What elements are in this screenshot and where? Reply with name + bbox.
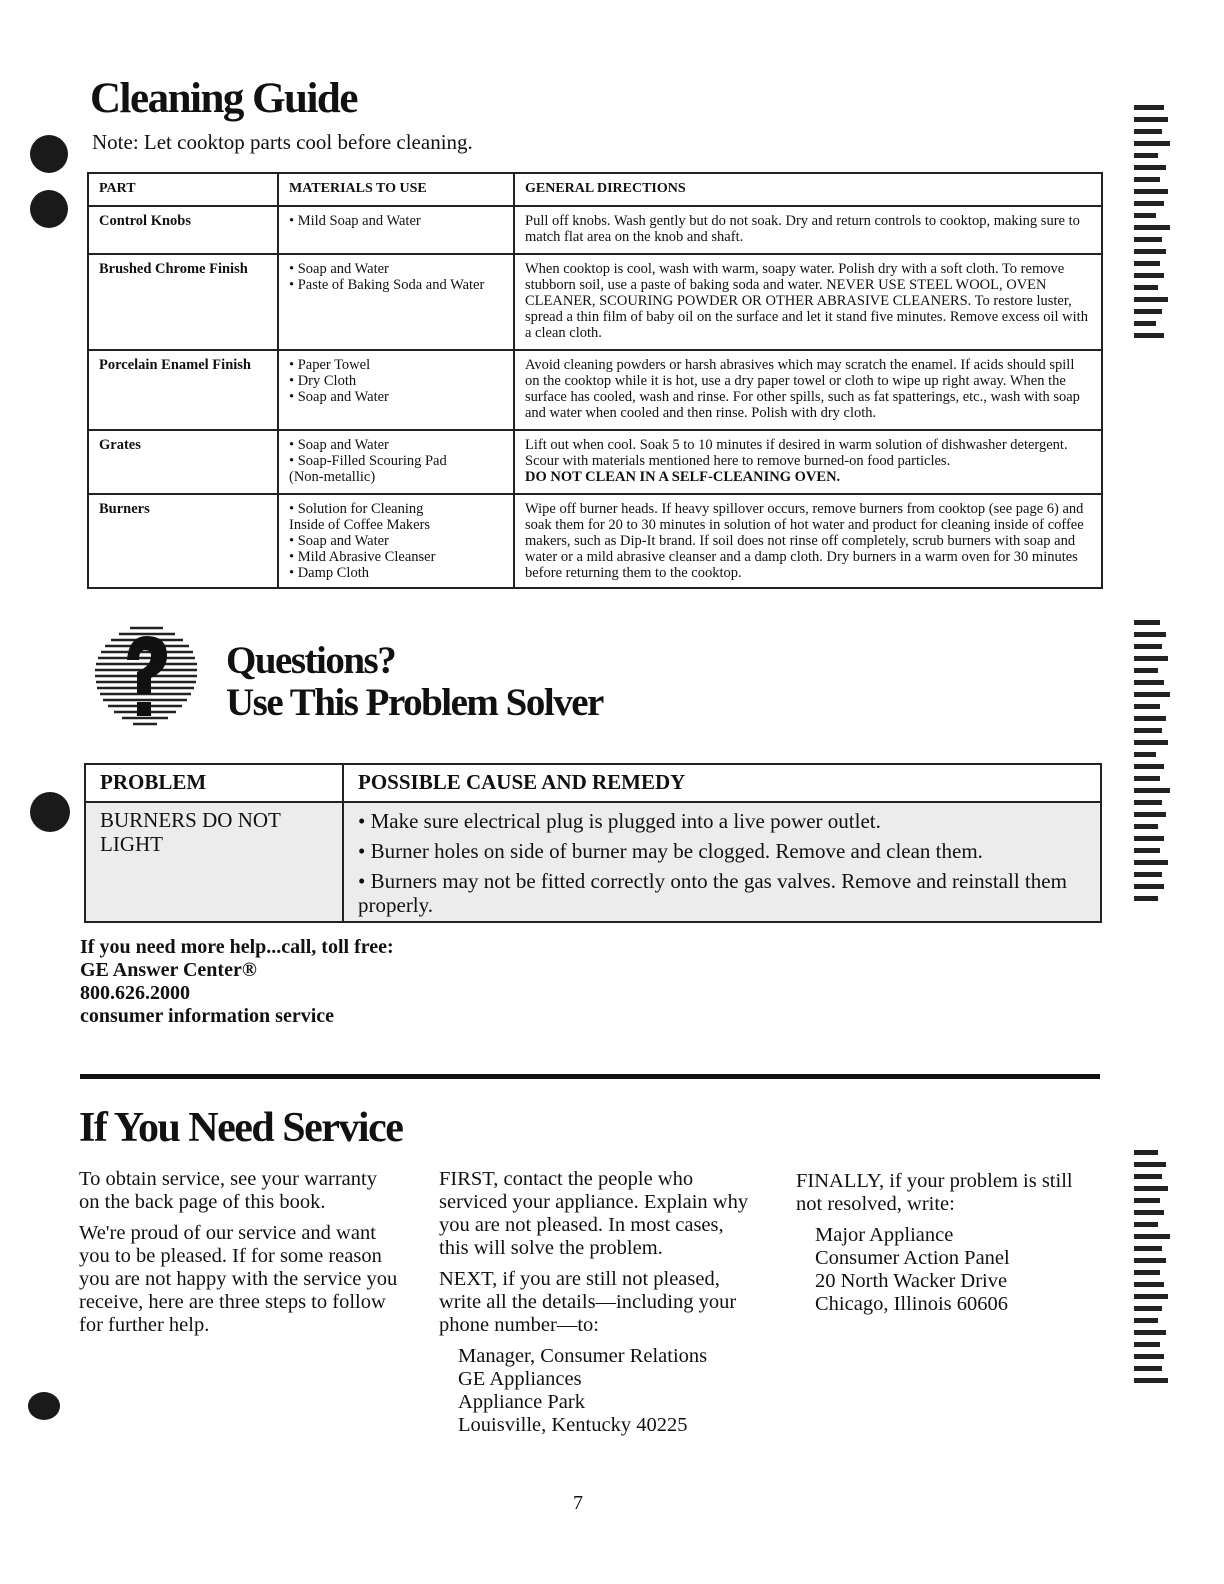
header-part: PART — [88, 173, 278, 206]
address-line: Louisville, Kentucky 40225 — [458, 1414, 688, 1436]
binder-hole — [28, 1392, 60, 1420]
service-title: If You Need Service — [79, 1105, 403, 1151]
page-number: 7 — [573, 1492, 583, 1514]
material-item: (Non-metallic) — [289, 469, 376, 485]
material-item: • Mild Soap and Water — [289, 213, 421, 229]
part-cell: Brushed Chrome Finish — [88, 254, 278, 350]
header-cause: POSSIBLE CAUSE AND REMEDY — [343, 764, 1101, 802]
material-item: • Soap-Filled Scouring Pad — [289, 453, 447, 469]
address-line: Major Appliance — [815, 1224, 954, 1246]
material-item: Inside of Coffee Makers — [289, 517, 431, 533]
questions-title — [226, 640, 603, 724]
directions-cell — [514, 430, 1102, 494]
service-text: NEXT, if you are still not pleased, write all the details—including your phone number—to: — [439, 1268, 737, 1336]
binder-hole — [30, 135, 68, 173]
part-cell: Burners — [88, 494, 278, 588]
cleaning-guide-title: Cleaning Guide — [90, 75, 357, 122]
service-text: To obtain service, see your warranty on the back page of this book. — [79, 1168, 377, 1213]
mailing-address — [796, 1224, 1096, 1316]
cleaning-table-header-row — [88, 173, 1102, 206]
service-text: We're proud of our service and want you to be pleased. If for some reason you are not happy with the service you receive, here are three steps to follow for further help. — [79, 1222, 398, 1336]
question-mark-icon — [85, 620, 205, 735]
binder-hole — [30, 190, 68, 228]
part-cell: Porcelain Enamel Finish — [88, 350, 278, 430]
problem-table-header-row — [85, 764, 1101, 802]
material-item: • Soap and Water — [289, 261, 389, 277]
directions-text: When cooktop is cool, wash with warm, soapy water. Polish dry with a soft cloth. To remove stubborn soil, use a paste of baking soda and water. NEVER USE STEEL WOOL, OVEN CLEANER, SCOURING POWDER OR OTHER ABRASIVE CLEANERS. To restore luster, spread a thin film of baby oil on the surface and let it stand five minutes. Remove excess oil with a clean cloth. — [525, 261, 1088, 341]
address-line: Consumer Action Panel — [815, 1247, 1010, 1269]
header-directions: GENERAL DIRECTIONS — [514, 173, 1102, 206]
materials-cell — [278, 494, 514, 588]
problem-solver-table — [84, 763, 1102, 923]
remedy-item: • Make sure electrical plug is plugged into a live power outlet. — [358, 809, 881, 833]
material-item: • Dry Cloth — [289, 373, 357, 389]
address-line: Appliance Park — [458, 1391, 585, 1413]
questions-title-line1: Questions? — [226, 639, 396, 682]
directions-text: Lift out when cool. Soak 5 to 10 minutes if desired in warm solution of dishwasher detergent. Scour with materials mentioned here to remove burned-on food particles. — [525, 437, 1068, 469]
cleaning-table — [87, 172, 1103, 589]
directions-warning: DO NOT CLEAN IN A SELF-CLEANING OVEN. — [525, 469, 841, 485]
directions-text: Wipe off burner heads. If heavy spillover occurs, remove burners from cooktop (see page 6) and soak them for 20 to 30 minutes in solution of hot water and product for cleaning inside of coffee makers, such as Dip-It brand. If soil does not rinse off completely, scrub burners with soap and water or a mild abrasive cleanser and a damp cloth. Dry burners in a warm oven for 30 minutes before returning them to the cooktop. — [525, 501, 1084, 581]
help-contact — [80, 936, 394, 1028]
scan-edge-marks — [1134, 105, 1184, 345]
address-line: GE Appliances — [458, 1368, 582, 1390]
mailing-address — [439, 1345, 749, 1437]
material-item: • Mild Abrasive Cleanser — [289, 549, 436, 565]
service-column-2 — [439, 1168, 749, 1437]
section-divider — [80, 1074, 1100, 1079]
material-item: • Paste of Baking Soda and Water — [289, 277, 485, 293]
materials-cell — [278, 254, 514, 350]
scan-edge-marks — [1134, 620, 1184, 908]
directions-text: Avoid cleaning powders or harsh abrasives which may scratch the enamel. If acids should spill on the cooktop while it is hot, use a dry paper towel or cloth to wipe up right away. When the surface has cooled, wash and rinse. For other spills, such as fat spatterings, etc., wash with soap and water when cooled and then rinse. Polish with dry cloth. — [525, 357, 1080, 421]
materials-cell — [278, 430, 514, 494]
table-row — [88, 430, 1102, 494]
directions-cell — [514, 254, 1102, 350]
remedy-cell — [343, 802, 1101, 922]
directions-cell — [514, 350, 1102, 430]
directions-cell — [514, 206, 1102, 254]
material-item: • Paper Towel — [289, 357, 371, 373]
materials-cell — [278, 350, 514, 430]
table-row — [88, 494, 1102, 588]
service-column-1 — [79, 1168, 399, 1345]
help-line: If you need more help...call, toll free: — [80, 936, 394, 958]
address-line: Chicago, Illinois 60606 — [815, 1293, 1009, 1315]
service-text: FINALLY, if your problem is still not resolved, write: — [796, 1170, 1073, 1215]
directions-cell — [514, 494, 1102, 588]
help-service-label: consumer information service — [80, 1005, 335, 1027]
help-answer-center: GE Answer Center® — [80, 959, 257, 981]
material-item: • Damp Cloth — [289, 565, 369, 581]
questions-title-line2: Use This Problem Solver — [226, 681, 603, 724]
address-line: Manager, Consumer Relations — [458, 1345, 708, 1367]
table-row — [88, 350, 1102, 430]
header-problem: PROBLEM — [85, 764, 343, 802]
address-line: 20 North Wacker Drive — [815, 1270, 1008, 1292]
problem-cell: BURNERS DO NOT LIGHT — [85, 802, 343, 922]
part-cell: Grates — [88, 430, 278, 494]
materials-cell — [278, 206, 514, 254]
material-item: • Soap and Water — [289, 533, 389, 549]
table-row — [88, 254, 1102, 350]
remedy-item: • Burner holes on side of burner may be clogged. Remove and clean them. — [358, 839, 983, 863]
part-cell: Control Knobs — [88, 206, 278, 254]
remedy-item: • Burners may not be fitted correctly onto the gas valves. Remove and reinstall them properly. — [358, 869, 1067, 917]
table-row — [88, 206, 1102, 254]
material-item: • Soap and Water — [289, 437, 389, 453]
service-column-3 — [796, 1170, 1096, 1316]
binder-hole — [30, 792, 70, 832]
header-materials: MATERIALS TO USE — [278, 173, 514, 206]
directions-text: Pull off knobs. Wash gently but do not soak. Dry and return controls to cooktop, making sure to match flat area on the knob and shaft. — [525, 213, 1080, 245]
cleaning-note: Note: Let cooktop parts cool before cleaning. — [92, 130, 473, 154]
help-phone: 800.626.2000 — [80, 982, 190, 1004]
scan-edge-marks — [1134, 1150, 1184, 1390]
material-item: • Solution for Cleaning — [289, 501, 424, 517]
table-row — [85, 802, 1101, 922]
service-text: FIRST, contact the people who serviced your appliance. Explain why you are not pleased. In most cases, this will solve the problem. — [439, 1168, 749, 1259]
material-item: • Soap and Water — [289, 389, 389, 405]
